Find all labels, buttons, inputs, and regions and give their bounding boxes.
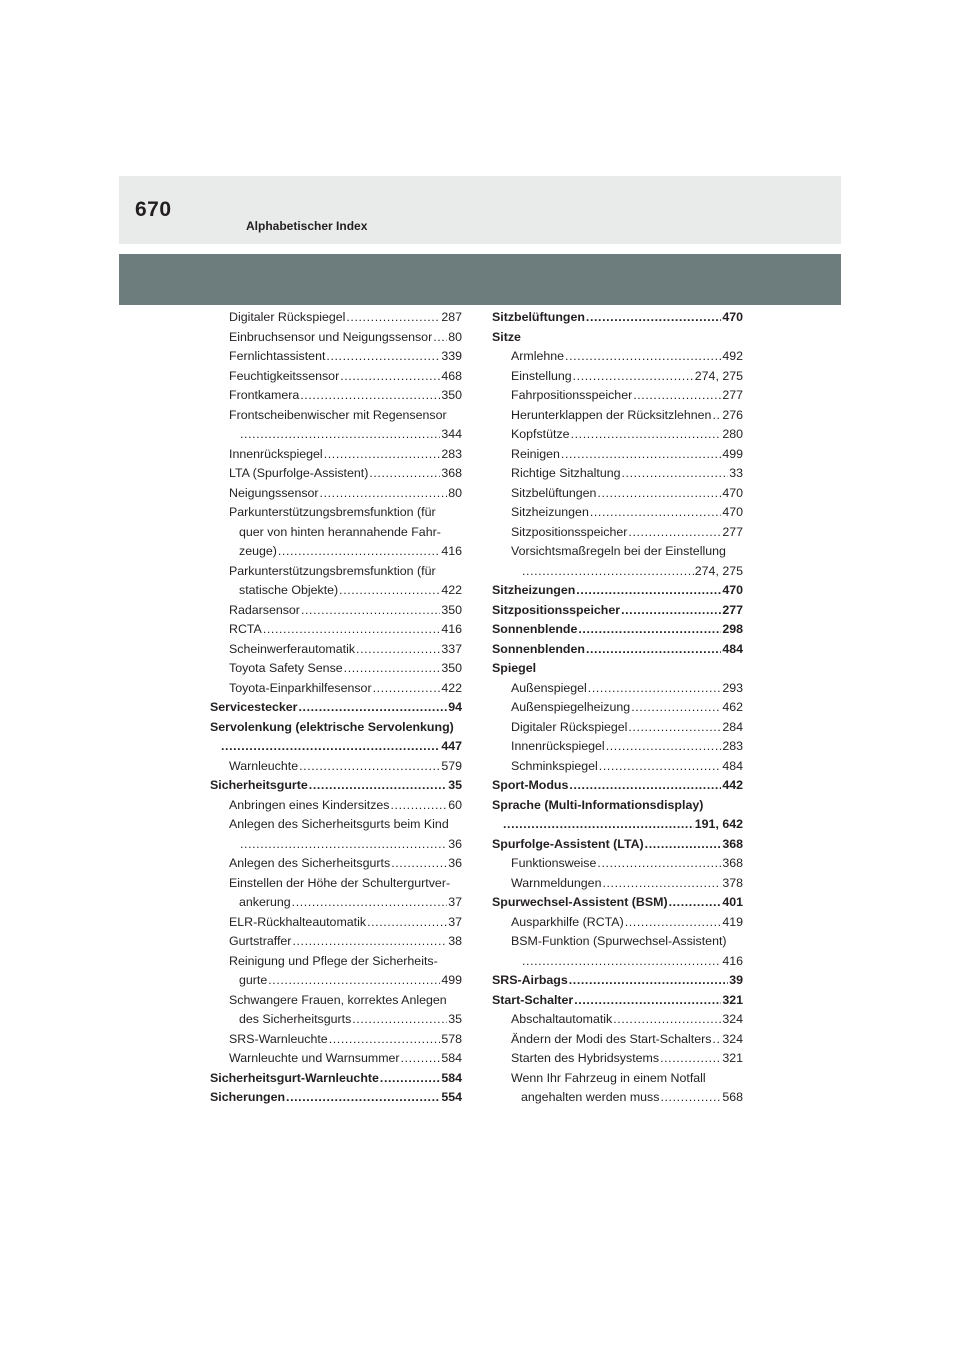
title-bar <box>119 254 841 305</box>
section-title: Alphabetischer Index <box>246 219 368 233</box>
index-entry <box>492 464 743 484</box>
index-entry <box>492 484 743 504</box>
leader-dots <box>522 562 694 582</box>
page-reference: 368 <box>722 836 743 851</box>
index-term: Sitzbelüftungen <box>511 485 597 500</box>
index-entry <box>492 776 743 796</box>
page-reference: 350 <box>441 388 462 402</box>
page-reference: 33 <box>729 466 743 480</box>
page-reference: 321 <box>722 992 743 1007</box>
leader-dots <box>286 1088 440 1108</box>
index-entry <box>210 679 462 699</box>
index-term: ankerung <box>239 895 291 909</box>
page-reference: 419 <box>722 914 743 929</box>
leader-dots <box>373 679 441 699</box>
page-reference: 578 <box>441 1031 462 1046</box>
index-column-left <box>210 308 462 1108</box>
index-term: Toyota Safety Sense <box>229 661 343 675</box>
leader-dots <box>625 913 722 933</box>
index-entry <box>492 523 743 543</box>
index-term: Sonnenblenden <box>492 641 585 656</box>
leader-dots <box>573 367 694 387</box>
index-entry <box>492 640 743 660</box>
leader-dots <box>628 523 721 543</box>
page-reference: 280 <box>722 427 743 441</box>
leader-dots <box>278 542 440 562</box>
leader-dots <box>339 581 440 601</box>
index-term: Spurwechsel-Assistent (BSM) <box>492 895 668 909</box>
page-reference: 37 <box>448 914 462 929</box>
index-term: SRS-Airbags <box>492 973 568 987</box>
leader-dots <box>569 971 728 991</box>
index-term: Sicherungen <box>210 1090 286 1104</box>
index-entry <box>210 601 462 621</box>
index-entry <box>492 991 743 1011</box>
page-reference: 344 <box>441 427 462 441</box>
index-entry <box>492 581 743 601</box>
index-term: Digitaler Rückspiegel <box>511 719 628 734</box>
index-term: Servicestecker <box>210 700 298 714</box>
page-reference: 378 <box>722 875 743 890</box>
page-reference: 401 <box>722 895 743 909</box>
index-term: Warnleuchte <box>229 758 299 773</box>
leader-dots <box>301 601 440 621</box>
index-term: Schminkspiegel <box>511 758 598 773</box>
index-term: Sprache (Multi-Informationsdisplay) <box>492 797 704 812</box>
index-term: Parkunterstützungsbremsfunktion (für <box>229 563 436 578</box>
page-reference: 60 <box>448 797 462 812</box>
page-reference: 298 <box>722 622 743 636</box>
index-entry <box>492 718 743 738</box>
page-reference: 368 <box>722 856 743 870</box>
leader-dots <box>645 835 722 855</box>
leader-dots <box>571 425 722 445</box>
leader-dots <box>622 464 729 484</box>
index-term: Frontkamera <box>229 388 300 402</box>
index-entry <box>492 737 743 757</box>
index-term: Reinigen <box>511 446 560 461</box>
index-entry <box>210 854 462 874</box>
index-term: Funktionsweise <box>511 856 597 870</box>
leader-dots <box>660 1049 721 1069</box>
index-term: Einstellung <box>511 368 572 383</box>
index-term: Starten des Hybridsystems <box>511 1051 660 1065</box>
leader-dots <box>602 874 721 894</box>
leader-dots <box>324 445 441 465</box>
leader-dots <box>631 698 721 718</box>
index-term: zeuge) <box>239 544 277 558</box>
leader-dots <box>599 757 722 777</box>
index-term: Sitzheizungen <box>492 583 576 597</box>
index-entry <box>210 718 462 757</box>
index-term: Sicherheitsgurte <box>210 778 308 792</box>
leader-dots <box>346 308 440 328</box>
header-band <box>119 176 841 244</box>
index-term: Toyota-Einparkhilfesensor <box>229 680 372 695</box>
page-reference: 337 <box>441 641 462 656</box>
index-entry <box>492 679 743 699</box>
leader-dots <box>606 737 722 757</box>
page-reference: 422 <box>441 680 462 695</box>
page-reference: 35 <box>448 1012 462 1026</box>
leader-dots <box>621 601 721 621</box>
leader-dots <box>586 640 721 660</box>
page-reference: 274, 275 <box>694 368 743 383</box>
leader-dots <box>669 893 722 913</box>
page-reference: 35 <box>448 778 462 792</box>
index-entry <box>210 1049 462 1069</box>
page-reference: 442 <box>722 778 743 792</box>
index-entry <box>492 308 743 328</box>
index-entry <box>492 328 743 348</box>
page-reference: 447 <box>441 739 462 753</box>
index-entry <box>210 406 462 445</box>
index-term: RCTA <box>229 622 262 636</box>
index-entry <box>210 796 462 816</box>
index-entry <box>492 503 743 523</box>
index-term: Herunterklappen der Rücksitzlehnen <box>511 407 712 422</box>
page-reference: 470 <box>722 310 743 324</box>
index-term: Sonnenblende <box>492 622 578 636</box>
index-entry <box>210 464 462 484</box>
index-term: Radarsensor <box>229 602 300 617</box>
leader-dots <box>367 913 447 933</box>
leader-dots <box>590 503 721 523</box>
leader-dots <box>391 796 448 816</box>
index-term: LTA (Spurfolge-Assistent) <box>229 466 369 480</box>
index-term: Einbruchsensor und Neigungssensor <box>229 329 433 344</box>
index-entry <box>492 874 743 894</box>
leader-dots <box>352 1010 447 1030</box>
index-entry <box>492 601 743 621</box>
leader-dots <box>240 835 447 855</box>
leader-dots <box>356 640 440 660</box>
index-term: Anbringen eines Kindersitzes <box>229 797 390 812</box>
page-reference: 416 <box>722 953 743 968</box>
index-term: Armlehne <box>511 349 565 363</box>
page-reference: 492 <box>722 349 743 363</box>
page-reference: 36 <box>448 856 462 870</box>
index-entry <box>210 932 462 952</box>
leader-dots <box>299 757 440 777</box>
index-term: Sitzpositionsspeicher <box>492 602 621 617</box>
page-number: 670 <box>135 198 172 221</box>
index-entry <box>210 328 462 348</box>
index-entry <box>210 874 462 913</box>
index-term: Sitzbelüftungen <box>492 310 585 324</box>
index-entry <box>492 1069 743 1108</box>
page-reference: 554 <box>441 1090 462 1104</box>
page-reference: 584 <box>441 1070 462 1085</box>
index-term: Sport-Modus <box>492 778 569 792</box>
index-entry <box>492 854 743 874</box>
index-entry <box>210 386 462 406</box>
leader-dots <box>578 620 721 640</box>
index-entry <box>210 913 462 933</box>
leader-dots <box>340 367 440 387</box>
page-reference: 568 <box>722 1090 743 1104</box>
index-entry <box>492 1049 743 1069</box>
index-term: Scheinwerferautomatik <box>229 641 356 656</box>
page-reference: 339 <box>441 349 462 363</box>
index-term: quer von hinten herannahende Fahr- <box>239 524 441 539</box>
leader-dots <box>309 776 447 796</box>
index-entry <box>210 347 462 367</box>
index-entry <box>492 445 743 465</box>
index-entry <box>492 386 743 406</box>
index-entry <box>492 1030 743 1050</box>
index-entry <box>492 347 743 367</box>
page-reference: 324 <box>722 1031 743 1046</box>
leader-dots <box>391 854 447 874</box>
index-term: Warnmeldungen <box>511 875 602 890</box>
leader-dots <box>597 854 721 874</box>
index-entry <box>492 406 743 426</box>
index-entry <box>210 659 462 679</box>
page-reference: 283 <box>722 739 743 753</box>
index-entry <box>492 913 743 933</box>
index-term: Schwangere Frauen, korrektes Anlegen <box>229 992 447 1007</box>
page-reference: 470 <box>722 505 743 519</box>
index-term: Innenrückspiegel <box>229 446 323 461</box>
index-term: Servolenkung (elektrische Servolenkung) <box>210 719 454 734</box>
index-term: angehalten werden muss <box>521 1090 660 1104</box>
index-entry <box>210 1030 462 1050</box>
leader-dots <box>576 581 721 601</box>
page-reference: 276 <box>722 407 743 422</box>
index-term: ELR-Rückhalteautomatik <box>229 914 367 929</box>
index-term: Frontscheibenwischer mit Regensensor <box>229 407 447 422</box>
leader-dots <box>326 347 440 367</box>
index-term: Abschaltautomatik <box>511 1012 613 1026</box>
leader-dots <box>522 952 721 972</box>
leader-dots <box>660 1088 721 1108</box>
page-reference: 579 <box>441 758 462 773</box>
index-term: Einstellen der Höhe der Schultergurtver- <box>229 875 451 890</box>
page-reference: 484 <box>722 758 743 773</box>
page-reference: 80 <box>448 329 462 344</box>
page-reference: 484 <box>722 641 743 656</box>
index-term: Sitze <box>492 329 521 344</box>
index-entry <box>492 620 743 640</box>
index-entry <box>492 659 743 679</box>
index-term: Neigungssensor <box>229 485 319 500</box>
page-reference: 321 <box>722 1051 743 1065</box>
index-entry <box>210 445 462 465</box>
index-entry <box>210 815 462 854</box>
leader-dots <box>712 1030 721 1050</box>
page-reference: 287 <box>441 310 462 324</box>
page-reference: 416 <box>441 544 462 558</box>
leader-dots <box>344 659 441 679</box>
leader-dots <box>613 1010 721 1030</box>
page-reference: 468 <box>441 368 462 383</box>
leader-dots <box>299 698 448 718</box>
leader-dots <box>292 932 447 952</box>
leader-dots <box>320 484 448 504</box>
index-term: SRS-Warnleuchte <box>229 1031 328 1046</box>
leader-dots <box>221 737 440 757</box>
leader-dots <box>561 445 721 465</box>
leader-dots <box>433 328 447 348</box>
index-entry <box>492 757 743 777</box>
page-reference: 293 <box>722 680 743 695</box>
index-term: Reinigung und Pflege der Sicherheits- <box>229 953 438 968</box>
leader-dots <box>292 893 448 913</box>
index-entry <box>210 503 462 562</box>
index-term: Sitzheizungen <box>511 505 589 519</box>
page-reference: 37 <box>448 895 462 909</box>
index-term: Gurtstraffer <box>229 934 292 948</box>
leader-dots <box>369 464 440 484</box>
leader-dots <box>263 620 441 640</box>
index-entry <box>492 932 743 971</box>
index-term: Digitaler Rückspiegel <box>229 310 346 324</box>
index-entry <box>210 698 462 718</box>
leader-dots <box>240 425 440 445</box>
index-entry <box>492 425 743 445</box>
index-term: Feuchtigkeitssensor <box>229 368 340 383</box>
leader-dots <box>401 1049 441 1069</box>
index-term: Kopfstütze <box>511 427 570 441</box>
index-term: Spiegel <box>492 661 537 675</box>
page-reference: 470 <box>722 485 743 500</box>
index-term: statische Objekte) <box>239 583 339 597</box>
index-entry <box>210 1069 462 1089</box>
index-term: Richtige Sitzhaltung <box>511 466 621 480</box>
page-reference: 416 <box>441 622 462 636</box>
page-reference: 39 <box>729 973 743 987</box>
index-term: Sitzpositionsspeicher <box>511 524 628 539</box>
leader-dots <box>380 1069 440 1089</box>
index-entry <box>210 620 462 640</box>
index-entry <box>492 971 743 991</box>
page-reference: 350 <box>441 602 462 617</box>
index-entry <box>210 308 462 328</box>
index-entry <box>492 698 743 718</box>
page-reference: 283 <box>441 446 462 461</box>
page-reference: 499 <box>441 973 462 987</box>
leader-dots <box>565 347 721 367</box>
leader-dots <box>268 971 440 991</box>
page-reference: 368 <box>441 466 462 480</box>
index-term: Vorsichtsmaßregeln bei der Einstellung <box>511 544 726 558</box>
index-term: Ausparkhilfe (RCTA) <box>511 914 624 929</box>
index-entry <box>492 542 743 581</box>
index-entry <box>210 367 462 387</box>
index-term: Außenspiegelheizung <box>511 700 631 714</box>
index-term: Anlegen des Sicherheitsgurts beim Kind <box>229 817 449 831</box>
index-term: Spurfolge-Assistent (LTA) <box>492 836 644 851</box>
page-reference: 80 <box>448 485 462 500</box>
index-term: Innenrückspiegel <box>511 739 605 753</box>
page-reference: 38 <box>448 934 462 948</box>
index-entry <box>210 640 462 660</box>
page-reference: 274, 275 <box>694 563 743 578</box>
index-entry <box>492 835 743 855</box>
index-term: Start-Schalter <box>492 992 574 1007</box>
page-reference: 191, 642 <box>694 817 743 831</box>
index-entry <box>210 1088 462 1108</box>
index-term: Anlegen des Sicherheitsgurts <box>229 856 391 870</box>
index-entry <box>210 776 462 796</box>
index-entry <box>210 952 462 991</box>
index-term: Parkunterstützungsbremsfunktion (für <box>229 505 436 519</box>
index-entry <box>210 562 462 601</box>
index-term: Ändern der Modi des Start-Schalters <box>511 1031 712 1046</box>
index-term: Fernlichtassistent <box>229 349 326 363</box>
index-entry <box>492 1010 743 1030</box>
index-entry <box>492 893 743 913</box>
leader-dots <box>574 991 721 1011</box>
page-reference: 94 <box>448 700 462 714</box>
index-term: BSM-Funktion (Spurwechsel-Assistent) <box>511 934 727 948</box>
index-entry <box>210 484 462 504</box>
index-term: Wenn Ihr Fahrzeug in einem Notfall <box>511 1070 706 1085</box>
page-reference: 36 <box>448 836 462 851</box>
leader-dots <box>300 386 440 406</box>
index-column-right <box>492 308 743 1108</box>
page-reference: 584 <box>441 1051 462 1065</box>
leader-dots <box>503 815 694 835</box>
leader-dots <box>712 406 721 426</box>
leader-dots <box>633 386 721 406</box>
leader-dots <box>597 484 721 504</box>
page-reference: 350 <box>441 661 462 675</box>
leader-dots <box>588 679 722 699</box>
leader-dots <box>569 776 721 796</box>
page-reference: 284 <box>722 719 743 734</box>
index-entry <box>492 367 743 387</box>
index-term: Außenspiegel <box>511 680 587 695</box>
index-term: Warnleuchte und Warnsummer <box>229 1051 400 1065</box>
index-term: des Sicherheitsgurts <box>239 1012 352 1026</box>
page-reference: 470 <box>722 583 743 597</box>
page-reference: 277 <box>722 388 743 402</box>
page-reference: 462 <box>722 700 743 714</box>
page-reference: 277 <box>722 524 743 539</box>
index-entry <box>492 796 743 835</box>
index-entry <box>210 991 462 1030</box>
page-reference: 277 <box>722 602 743 617</box>
leader-dots <box>329 1030 441 1050</box>
page-reference: 499 <box>722 446 743 461</box>
leader-dots <box>628 718 721 738</box>
page-reference: 324 <box>722 1012 743 1026</box>
page-reference: 422 <box>441 583 462 597</box>
index-term: gurte <box>239 973 268 987</box>
index-term: Sicherheitsgurt-Warnleuchte <box>210 1070 379 1085</box>
index-entry <box>210 757 462 777</box>
index-term: Fahrpositionsspeicher <box>511 388 633 402</box>
leader-dots <box>586 308 721 328</box>
